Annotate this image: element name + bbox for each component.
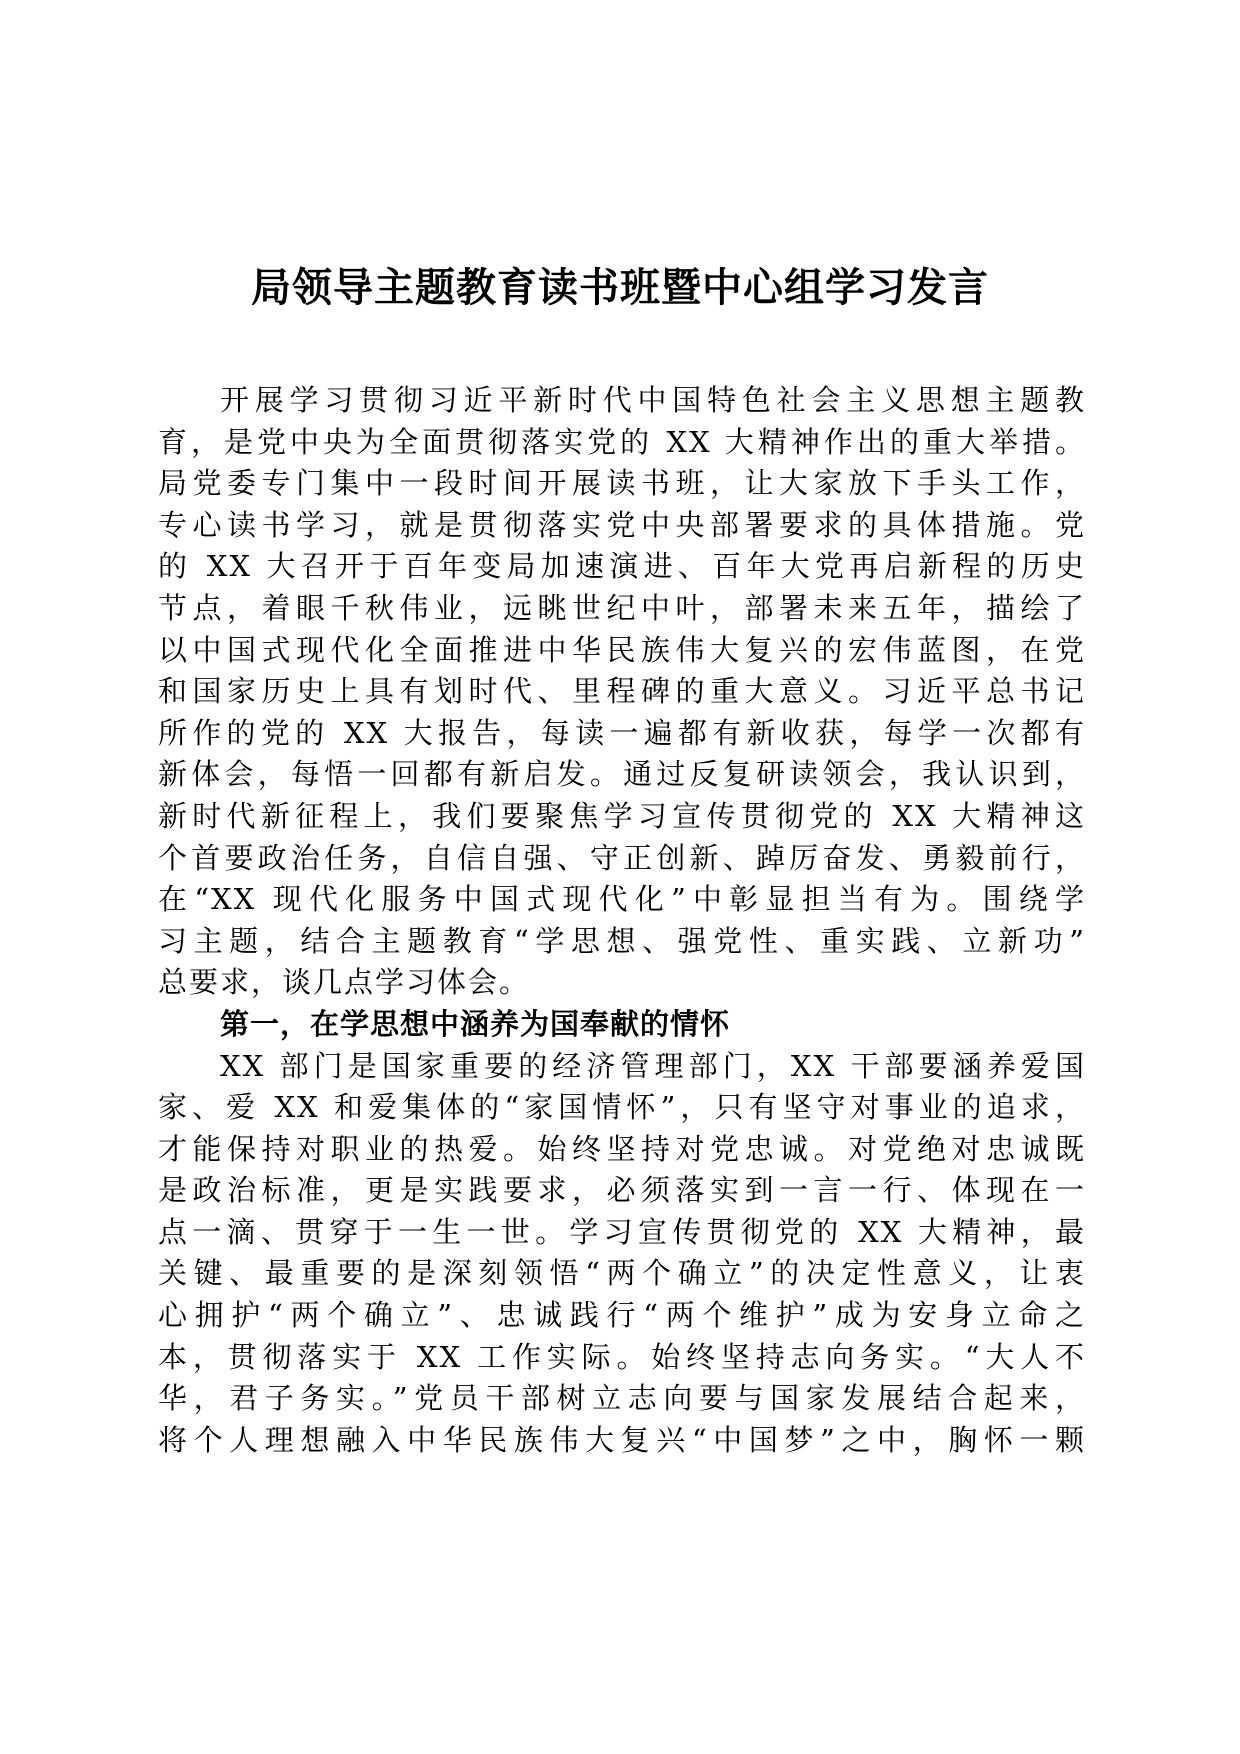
paragraph-line: 育，是党中央为全面贯彻落实党的 XX 大精神作出的重大举措。: [158, 424, 1086, 459]
paragraph-line: 将个人理想融入中华民族伟大复兴“中国梦”之中，胸怀一颗: [158, 1422, 1086, 1457]
paragraph-line: 本，贯彻落实于 XX 工作实际。始终坚持志向务实。“大人不: [158, 1339, 1086, 1374]
document-body: [158, 380, 1086, 1461]
paragraph-line: 心拥护“两个确立”、忠诚践行“两个维护”成为安身立命之: [158, 1298, 1086, 1333]
paragraph-line: 家、爱 XX 和爱集体的“家国情怀”，只有坚守对事业的追求，: [158, 1090, 1086, 1125]
section-heading: 第一，在学思想中涵养为国奉献的情怀: [220, 1006, 731, 1041]
paragraph-line: 点一滴、贯穿于一生一世。学习宣传贯彻党的 XX 大精神，最: [158, 1214, 1086, 1249]
paragraph-line: 习主题，结合主题教育“学思想、强党性、重实践、立新功”: [158, 923, 1086, 958]
paragraph-line: 和国家历史上具有划时代、里程碑的重大意义。习近平总书记: [158, 674, 1086, 709]
paragraph-line: 专心读书学习，就是贯彻落实党中央部署要求的具体措施。党: [158, 507, 1086, 542]
paragraph-line: 个首要政治任务，自信自强、守正创新、踔厉奋发、勇毅前行，: [158, 840, 1086, 875]
paragraph-line: 所作的党的 XX 大报告，每读一遍都有新收获，每学一次都有: [158, 715, 1086, 750]
paragraph-line: 华，君子务实。”党员干部树立志向要与国家发展结合起来，: [158, 1381, 1086, 1416]
paragraph-line: 的 XX 大召开于百年变局加速演进、百年大党再启新程的历史: [158, 549, 1086, 584]
paragraph-line: 开展学习贯彻习近平新时代中国特色社会主义思想主题教: [220, 383, 1086, 417]
paragraph-line: 是政治标准，更是实践要求，必须落实到一言一行、体现在一: [158, 1173, 1086, 1208]
paragraph-line: 节点，着眼千秋伟业，远眺世纪中叶，部署未来五年，描绘了: [158, 590, 1086, 625]
paragraph-line: 才能保持对职业的热爱。始终坚持对党忠诚。对党绝对忠诚既: [158, 1131, 1086, 1166]
paragraph-line: XX 部门是国家重要的经济管理部门，XX 干部要涵养爱国: [220, 1048, 1086, 1083]
paragraph-line: 局党委专门集中一段时间开展读书班，让大家放下手头工作，: [158, 466, 1086, 501]
paragraph-line: 新时代新征程上，我们要聚焦学习宣传贯彻党的 XX 大精神这: [158, 798, 1086, 833]
paragraph-line: 关键、最重要的是深刻领悟“两个确立”的决定性意义，让衷: [158, 1256, 1086, 1291]
paragraph-line: 总要求，谈几点学习体会。: [158, 965, 531, 1000]
paragraph-line: 以中国式现代化全面推进中华民族伟大复兴的宏伟蓝图，在党: [158, 632, 1086, 667]
paragraph-line: 新体会，每悟一回都有新启发。通过反复研读领会，我认识到，: [158, 757, 1086, 792]
document-title: 局领导主题教育读书班暨中心组学习发言: [251, 264, 989, 311]
paragraph-line: 在“XX 现代化服务中国式现代化”中彰显担当有为。围绕学: [158, 882, 1086, 917]
